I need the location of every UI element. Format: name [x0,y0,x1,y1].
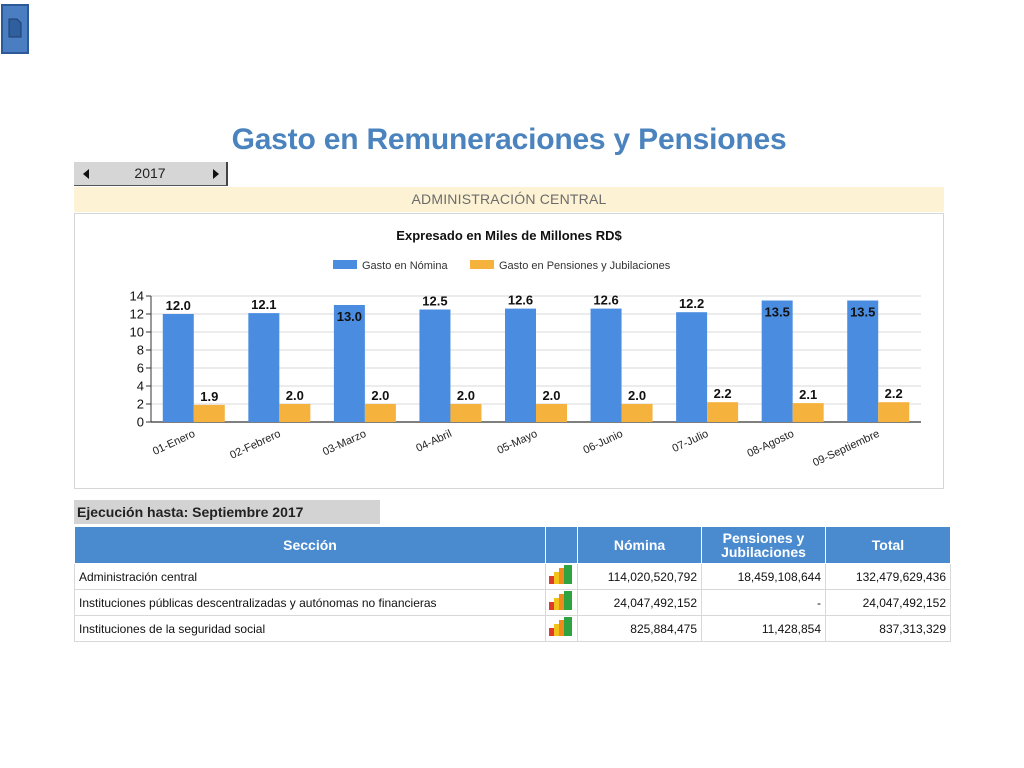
triangle-left-icon[interactable] [78,165,94,183]
data-label: 2.2 [713,386,732,402]
data-label: 12.6 [593,292,619,308]
cell-pensiones: 11,428,854 [702,616,826,642]
legend-label: Gasto en Nómina [362,260,448,272]
data-label: 12.0 [165,298,191,313]
x-tick-label: 05-Mayo [495,427,540,457]
header-icon-column [546,527,578,564]
y-tick-label: 14 [129,288,144,304]
header-pensiones[interactable]: Pensiones y Jubilaciones [702,527,826,564]
y-tick-label: 2 [136,396,144,412]
bar-pensiones [279,404,310,422]
data-label: 2.0 [542,388,561,403]
bar-pensiones [878,402,909,422]
x-tick-label: 09-Septiembre [811,427,882,470]
y-tick-label: 4 [136,378,144,394]
bar-chart [75,214,943,488]
chart-panel [74,213,944,489]
x-tick-label: 03-Marzo [320,427,369,459]
cell-nomina: 114,020,520,792 [578,564,702,590]
cell-icon [546,616,578,642]
cell-nomina: 24,047,492,152 [578,590,702,616]
data-label: 1.9 [200,388,219,404]
legend-label: Gasto en Pensiones y Jubilaciones [499,260,671,272]
bar-nomina [676,312,707,422]
data-table [74,526,951,642]
bar-chart-icon[interactable] [547,616,577,641]
data-label: 2.0 [628,388,647,403]
x-tick-label: 01-Enero [150,427,198,458]
cell-total: 24,047,492,152 [826,590,951,616]
cell-total: 837,313,329 [826,616,951,642]
header-seccion[interactable]: Sección [75,527,546,564]
year-selector [74,162,228,186]
cell-seccion: Administración central [75,564,546,590]
data-label: 2.2 [884,386,903,402]
bar-pensiones [707,402,738,422]
bar-nomina [505,309,536,422]
page-title: Gasto en Remuneraciones y Pensiones [231,123,787,156]
y-tick-label: 6 [136,360,144,376]
cell-nomina: 825,884,475 [578,616,702,642]
cell-pensiones: - [702,590,826,616]
table-row [75,590,951,616]
document-icon[interactable] [1,4,29,54]
data-label: 2.1 [799,387,818,403]
data-label: 12.6 [507,292,534,308]
cell-seccion: Instituciones públicas descentralizadas y autónomas no financieras [75,590,546,616]
x-tick-label: 08-Agosto [745,427,796,460]
table-header-row [75,527,951,564]
bar-nomina [591,309,622,422]
chart-title: Expresado en Miles de Millones RD$ [396,228,622,243]
bar-chart-icon[interactable] [547,564,577,589]
triangle-right-icon[interactable] [208,165,224,183]
bar-pensiones [536,404,567,422]
data-label: 12.2 [678,296,705,312]
y-tick-label: 0 [136,414,144,430]
x-tick-label: 07-Julio [670,427,711,456]
data-label: 13.5 [850,304,876,320]
section-banner: ADMINISTRACIÓN CENTRAL [74,187,944,212]
data-label: 2.0 [285,388,304,403]
data-label: 2.0 [456,388,475,403]
data-label: 2.0 [371,388,390,403]
y-tick-label: 10 [129,324,144,340]
execution-label: Ejecución hasta: Septiembre 2017 [74,500,380,524]
year-value: 2017 [134,165,166,181]
header-nomina[interactable]: Nómina [578,527,702,564]
data-label: 12.1 [251,297,277,313]
table-row [75,564,951,590]
bar-pensiones [365,404,396,422]
bar-chart-icon[interactable] [547,590,577,615]
cell-seccion: Instituciones de la seguridad social [75,616,546,642]
cell-icon [546,564,578,590]
legend-swatch [333,260,357,269]
bar-pensiones [194,405,225,422]
y-tick-label: 8 [136,342,144,358]
table-row [75,616,951,642]
y-tick-label: 12 [129,306,144,322]
bar-nomina [163,314,194,422]
header-total[interactable]: Total [826,527,951,564]
legend-swatch [470,260,494,269]
data-label: 13.5 [764,304,790,320]
data-label: 12.5 [422,293,448,309]
x-tick-label: 06-Junio [581,427,625,457]
bar-pensiones [622,404,653,422]
bar-nomina [419,310,450,423]
bar-pensiones [793,403,824,422]
data-label: 13.0 [336,309,363,324]
x-tick-label: 04-Abril [414,427,454,455]
bar-nomina [248,313,279,422]
cell-total: 132,479,629,436 [826,564,951,590]
cell-icon [546,590,578,616]
cell-pensiones: 18,459,108,644 [702,564,826,590]
x-tick-label: 02-Febrero [228,427,283,462]
bar-pensiones [450,404,481,422]
